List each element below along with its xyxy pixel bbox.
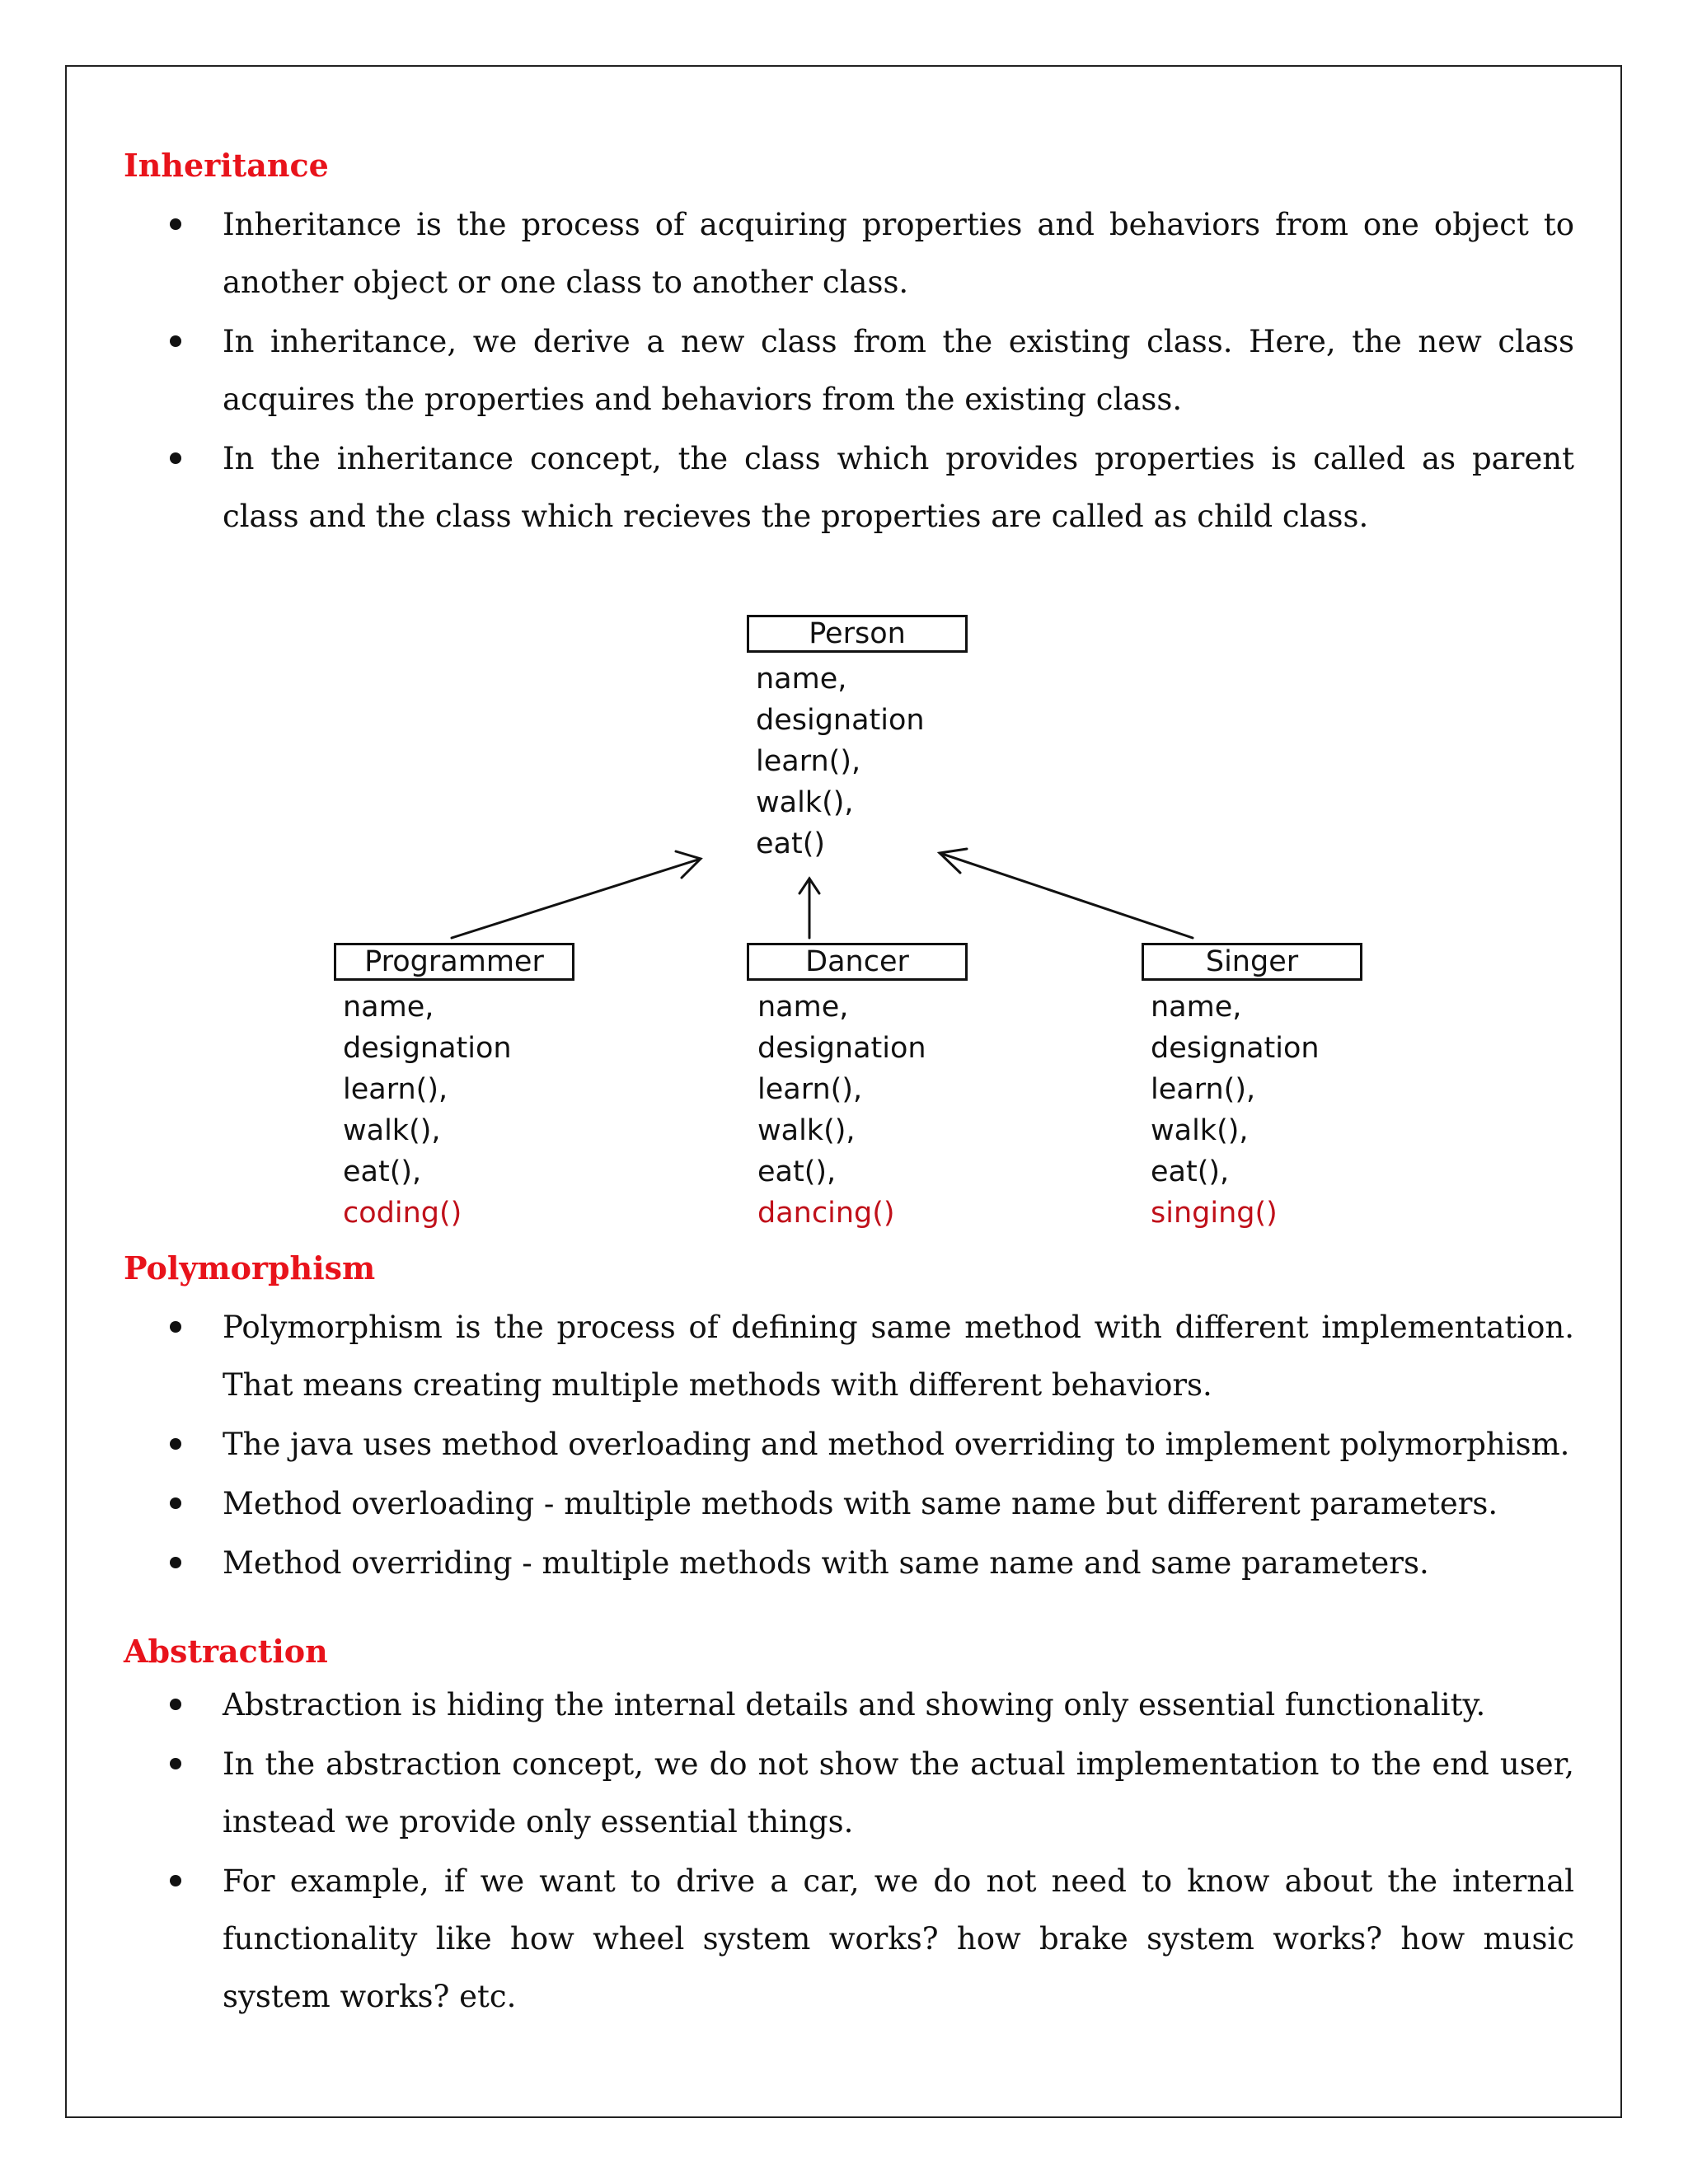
member: designation: [756, 704, 925, 737]
member: eat(): [756, 827, 826, 860]
member: walk(),: [343, 1114, 441, 1147]
member-extra: dancing(): [757, 1197, 895, 1230]
member: designation: [757, 1032, 926, 1065]
bullet-icon: [170, 1497, 181, 1509]
member: walk(),: [1151, 1114, 1249, 1147]
bullet-icon: [170, 1321, 181, 1333]
member: learn(),: [1151, 1073, 1256, 1106]
abstraction-list: [124, 1676, 1574, 2027]
list-item: The java uses method overloading and method overriding to implement polymorphism.: [124, 1416, 1574, 1474]
heading-polymorphism: Polymorphism: [124, 1249, 376, 1286]
member: learn(),: [757, 1073, 863, 1106]
member: walk(),: [757, 1114, 856, 1147]
list-item: Method overriding - multiple methods with same name and same parameters.: [124, 1535, 1574, 1592]
class-box-person: Person: [747, 615, 968, 653]
list-item: Abstraction is hiding the internal details and showing only essential functionality.: [124, 1676, 1574, 1734]
member: name,: [756, 663, 847, 696]
heading-inheritance: Inheritance: [124, 147, 329, 184]
member: learn(),: [756, 745, 861, 778]
class-box-singer: Singer: [1142, 943, 1362, 981]
heading-abstraction: Abstraction: [124, 1633, 328, 1670]
member: eat(),: [757, 1155, 837, 1188]
dancer-members: [757, 987, 926, 1234]
member-extra: singing(): [1151, 1197, 1278, 1230]
list-item: In the abstraction concept, we do not show the actual implementation to the end user, instead we provide only essential things.: [124, 1736, 1574, 1851]
member: eat(),: [343, 1155, 422, 1188]
member: learn(),: [343, 1073, 448, 1106]
list-item: In inheritance, we derive a new class from the existing class. Here, the new class acquires the properties and behaviors from the existing class.: [124, 313, 1574, 429]
class-box-dancer: Dancer: [747, 943, 968, 981]
bullet-icon: [170, 1758, 181, 1769]
list-item: Polymorphism is the process of defining same method with different implementation. That means creating multiple methods with different behaviors.: [124, 1299, 1574, 1414]
bullet-icon: [170, 452, 181, 464]
bullet-icon: [170, 1438, 181, 1450]
member: name,: [343, 991, 434, 1024]
member: designation: [343, 1032, 512, 1065]
member: name,: [757, 991, 849, 1024]
list-item: For example, if we want to drive a car, we do not need to know about the internal functionality like how wheel system works? how brake system works? how music system works? etc.: [124, 1853, 1574, 2026]
bullet-icon: [170, 1557, 181, 1568]
list-item: In the inheritance concept, the class which provides properties is called as parent class and the class which recieves the properties are called as child class.: [124, 430, 1574, 546]
inheritance-list: [124, 196, 1574, 547]
member: name,: [1151, 991, 1242, 1024]
class-box-programmer: Programmer: [334, 943, 574, 981]
bullet-icon: [170, 335, 181, 347]
list-item: Method overloading - multiple methods with same name but different parameters.: [124, 1475, 1574, 1533]
polymorphism-list: [124, 1299, 1574, 1594]
bullet-icon: [170, 1875, 181, 1886]
singer-members: [1151, 987, 1320, 1234]
bullet-icon: [170, 218, 181, 230]
list-item: Inheritance is the process of acquiring properties and behaviors from one object to another object or one class to another class.: [124, 196, 1574, 312]
member: eat(),: [1151, 1155, 1230, 1188]
person-members: [756, 658, 925, 865]
member: walk(),: [756, 786, 854, 819]
programmer-members: [343, 987, 512, 1234]
member: designation: [1151, 1032, 1320, 1065]
member-extra: coding(): [343, 1197, 462, 1230]
bullet-icon: [170, 1699, 181, 1710]
